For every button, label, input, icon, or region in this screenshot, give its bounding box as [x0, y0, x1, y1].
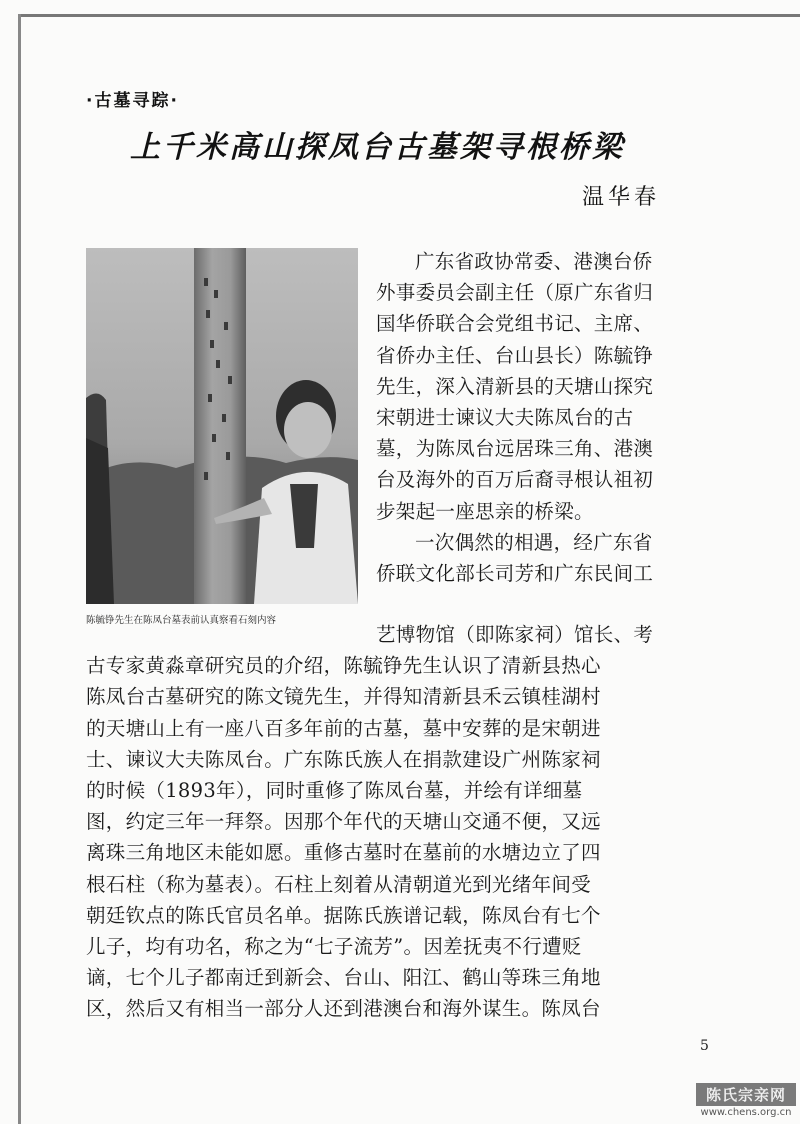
- text-line: 一次偶然的相遇，经广东省: [415, 530, 653, 554]
- article-photo: [86, 248, 358, 604]
- text-line: 区，然后又有相当一部分人还到港澳台和海外谋生。陈凤台: [86, 997, 601, 1021]
- page-number: 5: [700, 1038, 709, 1054]
- text-line: 的天塘山上有一座八百多年前的古墓，墓中安葬的是宋朝进: [86, 716, 601, 740]
- text-line: 儿子，均有功名，称之为“七子流芳”。因差抚夷不行遭贬: [86, 935, 582, 959]
- text-line: 谪，七个儿子都南迁到新会、台山、阳江、鹤山等珠三角地: [86, 966, 601, 990]
- text-line: 先生，深入清新县的天塘山探究: [376, 374, 654, 398]
- text-line: 朝廷钦点的陈氏官员名单。据陈氏族谱记载，陈凤台有七个: [86, 903, 601, 927]
- text-line: 墓，为陈凤台远居珠三角、港澳: [376, 437, 654, 461]
- side-text-column: [376, 246, 721, 589]
- text-line: 宋朝进士谏议大夫陈凤台的古: [376, 406, 634, 430]
- paragraph-1: [376, 246, 721, 527]
- text-line: 根石柱（称为墓表）。石柱上刻着从清朝道光到光绪年间受: [86, 872, 592, 896]
- text-line: 图，约定三年一拜祭。因那个年代的天塘山交通不便，又远: [86, 810, 601, 834]
- photo-illustration: [86, 248, 358, 604]
- text-line: 士、谏议大夫陈凤台。广东陈氏族人在捐款建设广州陈家祠: [86, 747, 601, 771]
- text-line: 艺博物馆（即陈家祠）馆长、考: [376, 623, 654, 646]
- text-line: 省侨办主任、台山县长）陈毓铮: [376, 343, 654, 367]
- author-name: 温华春: [582, 185, 661, 210]
- paragraph-2-continued: [86, 619, 722, 1025]
- text-line: 国华侨联合会党组书记、主席、: [376, 312, 654, 336]
- text-line: 古专家黄淼章研究员的介绍，陈毓铮先生认识了清新县热心: [86, 654, 601, 678]
- text-line: 步架起一座思亲的桥梁。: [376, 499, 594, 523]
- section-label: ·古墓寻踪·: [86, 91, 179, 111]
- site-watermark: [696, 1083, 796, 1118]
- text-line: 离珠三角地区未能如愿。重修古墓时在墓前的水塘边立了四: [86, 841, 601, 865]
- page-edge-left: [18, 14, 21, 1124]
- text-line: 的时候（1893年），同时重修了陈凤台墓，并绘有详细墓: [86, 779, 583, 803]
- page-edge-top: [18, 14, 800, 17]
- article-title: 上千米高山探凤台古墓架寻根桥梁: [130, 130, 625, 165]
- text-line: 广东省政协常委、港澳台侨: [415, 250, 653, 273]
- text-line: 陈凤台古墓研究的陈文镜先生，并得知清新县禾云镇桂湖村: [86, 685, 601, 709]
- watermark-title: 陈氏宗亲网: [696, 1083, 796, 1106]
- full-width-text: [86, 619, 722, 1025]
- paragraph-2: [376, 527, 721, 589]
- text-line: 侨联文化部长司芳和广东民间工: [376, 562, 654, 586]
- watermark-url: www.chens.org.cn: [700, 1107, 792, 1118]
- photo-caption: 陈毓铮先生在陈凤台墓表前认真察看石刻内容: [86, 615, 277, 626]
- text-line: 台及海外的百万后裔寻根认祖初: [376, 468, 654, 492]
- text-line: 外事委员会副主任（原广东省归: [376, 281, 654, 305]
